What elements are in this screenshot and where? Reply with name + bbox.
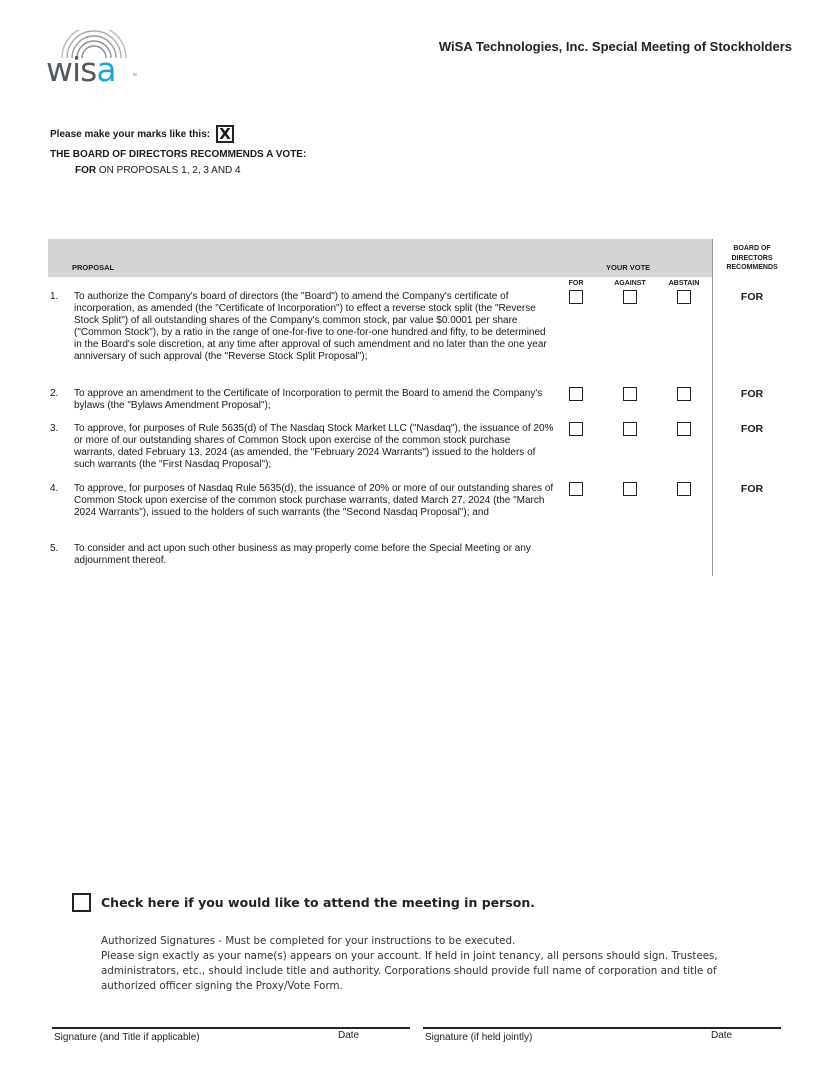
attend-in-person-option[interactable]	[72, 893, 535, 912]
vote-for-checkbox-2[interactable]	[569, 387, 583, 401]
vote-abstain-checkbox-1[interactable]	[677, 290, 691, 304]
proposal-number: 1.	[50, 291, 59, 302]
proposal-text: To consider and act upon such other business as may properly come before the Special Meeting or any adjournment thereof.	[74, 543, 531, 567]
column-divider	[712, 239, 713, 576]
vote-against-checkbox-3[interactable]	[623, 422, 637, 436]
wisa-logo	[46, 30, 141, 89]
signature-line-1[interactable]	[52, 1027, 410, 1029]
proposals-list-text: ON PROPOSALS 1, 2, 3 AND 4	[96, 165, 241, 176]
vote-against-checkbox-1[interactable]	[623, 290, 637, 304]
header-your-vote: YOUR VOTE	[606, 263, 651, 272]
recommendation-summary	[75, 165, 241, 176]
x-mark-icon: X	[219, 124, 231, 143]
attend-in-person-checkbox[interactable]	[72, 893, 91, 912]
proposal-number: 4.	[50, 483, 59, 494]
board-recommendation-1: FOR	[740, 291, 764, 303]
column-abstain: ABSTAIN	[668, 280, 700, 287]
signature-label-1: Signature (and Title if applicable)	[54, 1032, 200, 1043]
vote-for-checkbox-1[interactable]	[569, 290, 583, 304]
column-for: FOR	[568, 280, 584, 287]
board-recommendation-4: FOR	[740, 483, 764, 495]
proposal-text: To approve, for purposes of Nasdaq Rule 5635(d), the issuance of 20% or more of our outstanding shares of Common Stock upon exercise of the common stock purchase warrants, dated March 27, 2024 (the "March 2024 Warrants"), issued to the holders of such warrants (the "Second Nasdaq Proposal"); and	[74, 483, 554, 519]
attend-in-person-label: Check here if you would like to attend the meeting in person.	[101, 895, 535, 910]
proposal-text: To approve an amendment to the Certificate of Incorporation to permit the Board to amend the Company's bylaws (the "Bylaws Amendment Proposal");	[74, 388, 543, 412]
marks-instruction	[50, 125, 234, 143]
signature-label-2: Signature (if held jointly)	[425, 1032, 533, 1043]
proposal-text: To authorize the Company's board of directors (the "Board") to amend the Company's certificate of incorporation, as amended (the "Certificate of Incorporation") to effect a reverse stock split (the "Reverse Stock Split") of all outstanding shares of the Company's common stock, par value $0.0001 per share ("Common Stock"), by a ratio in the range of one-for-five to one-for-one hundred and fifty, to be determined in the Board's sole discretion, at any time after approval of such amendment and no later than the one year anniversary of such approval (the "Reverse Stock Split Proposal");	[74, 291, 547, 363]
logo-wordmark: wisa	[46, 50, 116, 89]
signature-instructions	[101, 934, 731, 994]
vote-for-checkbox-3[interactable]	[569, 422, 583, 436]
vote-against-checkbox-4[interactable]	[623, 482, 637, 496]
marks-label: Please make your marks like this:	[50, 128, 211, 140]
proposal-number: 3.	[50, 423, 59, 434]
vote-abstain-checkbox-3[interactable]	[677, 422, 691, 436]
document-title: WiSA Technologies, Inc. Special Meeting of Stockholders	[438, 39, 792, 54]
board-recommendation-3: FOR	[740, 423, 764, 435]
proposal-text: To approve, for purposes of Rule 5635(d) of The Nasdaq Stock Market LLC ("Nasdaq"), the issuance of 20% or more of our outstanding shares of Common Stock upon exercise of the common stock purchase warrants, dated February 13, 2024 (as amended, the "February 2024 Warrants") issued to the holders of such warrants (the "First Nasdaq Proposal");	[74, 423, 554, 471]
board-recommendation-2: FOR	[740, 388, 764, 400]
vote-for-checkbox-4[interactable]	[569, 482, 583, 496]
sample-mark-box	[216, 125, 234, 143]
trademark-mark: ™	[132, 73, 137, 79]
proposal-number: 2.	[50, 388, 59, 399]
board-recommends-heading: THE BOARD OF DIRECTORS RECOMMENDS A VOTE:	[50, 149, 307, 160]
column-against: AGAINST	[614, 280, 646, 287]
header-proposal: PROPOSAL	[72, 263, 115, 272]
vote-against-checkbox-2[interactable]	[623, 387, 637, 401]
signature-instruction-paragraph: Please sign exactly as your name(s) appears on your account. If held in joint tenancy, all persons should sign. Trustees, administrators, etc., should include title and authority. Corporations should provide full name of corporation and title of authorized officer signing the Proxy/Vote Form.	[101, 950, 718, 992]
header-board-recommends: BOARD OF DIRECTORS RECOMMENDS	[726, 245, 778, 271]
signature-line-2[interactable]	[423, 1027, 781, 1029]
proposal-number: 5.	[50, 543, 59, 554]
date-label-2: Date	[711, 1030, 733, 1041]
for-label: FOR	[75, 165, 97, 176]
vote-abstain-checkbox-2[interactable]	[677, 387, 691, 401]
signature-instruction-line: Authorized Signatures - Must be completed for your instructions to be executed.	[101, 935, 516, 947]
proposal-table-header	[48, 239, 712, 277]
vote-abstain-checkbox-4[interactable]	[677, 482, 691, 496]
date-label-1: Date	[338, 1030, 360, 1041]
